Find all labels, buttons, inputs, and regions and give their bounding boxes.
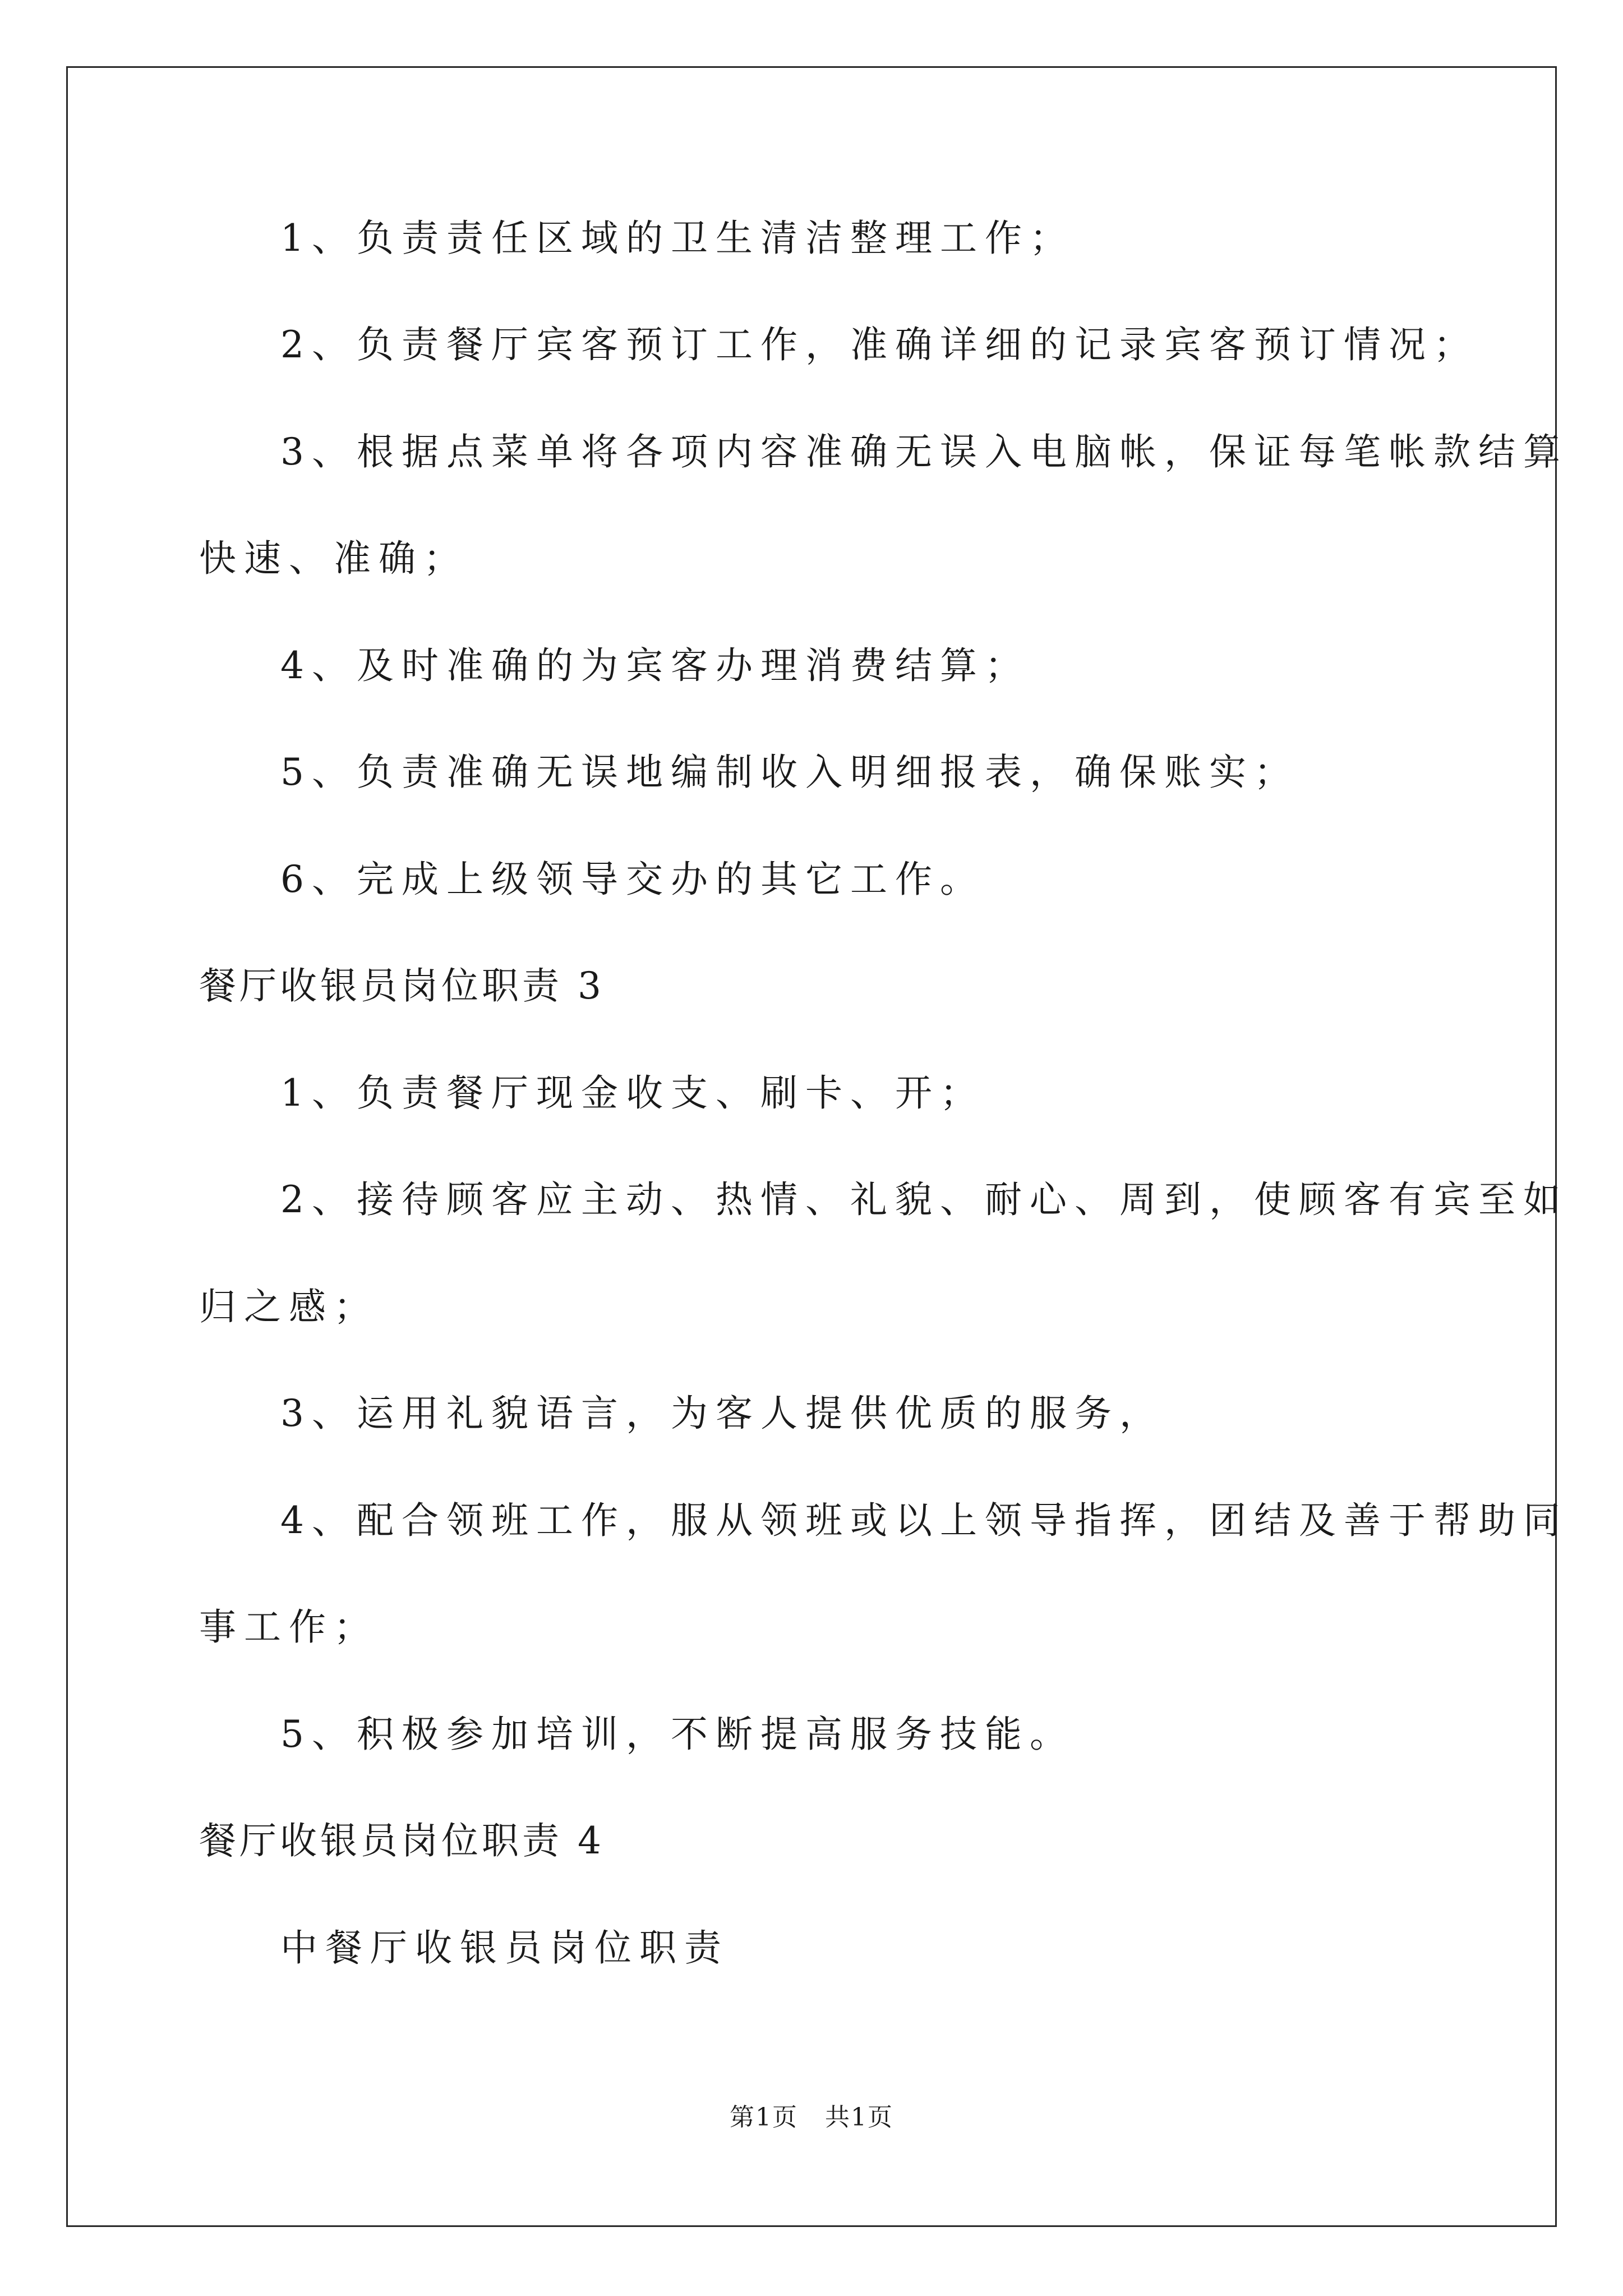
paragraph-line: 3、运用礼貌语言，为客人提供优质的服务， xyxy=(280,1392,1164,1435)
paragraph-line: 中餐厅收银员岗位职责 xyxy=(280,1926,729,1970)
paragraph-line: 5、积极参加培训，不断提高服务技能。 xyxy=(280,1713,1075,1756)
section-heading: 餐厅收银员岗位职责 4 xyxy=(199,1819,605,1862)
page-border xyxy=(66,66,1557,2227)
paragraph-line: 5、负责准确无误地编制收入明细报表，确保账实； xyxy=(280,751,1299,794)
paragraph-line: 2、负责餐厅宾客预订工作，准确详细的记录宾客预订情况； xyxy=(280,323,1478,366)
paragraph-line: 归之感； xyxy=(199,1285,379,1328)
paragraph-line: 1、负责餐厅现金收支、刷卡、开； xyxy=(280,1071,985,1115)
page-footer: 第1页 共1页 xyxy=(730,2103,893,2132)
paragraph-line: 3、根据点菜单将各项内容准确无误入电脑帐，保证每笔帐款结算 xyxy=(280,430,1568,473)
section-heading: 餐厅收银员岗位职责 3 xyxy=(199,964,605,1007)
paragraph-line: 6、完成上级领导交办的其它工作。 xyxy=(280,858,985,901)
paragraph-line: 快速、准确； xyxy=(199,537,468,580)
paragraph-line: 4、及时准确的为宾客办理消费结算； xyxy=(280,644,1030,687)
paragraph-line: 2、接待顾客应主动、热情、礼貌、耐心、周到，使顾客有宾至如 xyxy=(280,1178,1568,1221)
paragraph-line: 1、负责责任区域的卫生清洁整理工作； xyxy=(280,217,1075,260)
paragraph-line: 事工作； xyxy=(199,1605,379,1649)
paragraph-line: 4、配合领班工作，服从领班或以上领导指挥，团结及善于帮助同 xyxy=(280,1499,1568,1542)
